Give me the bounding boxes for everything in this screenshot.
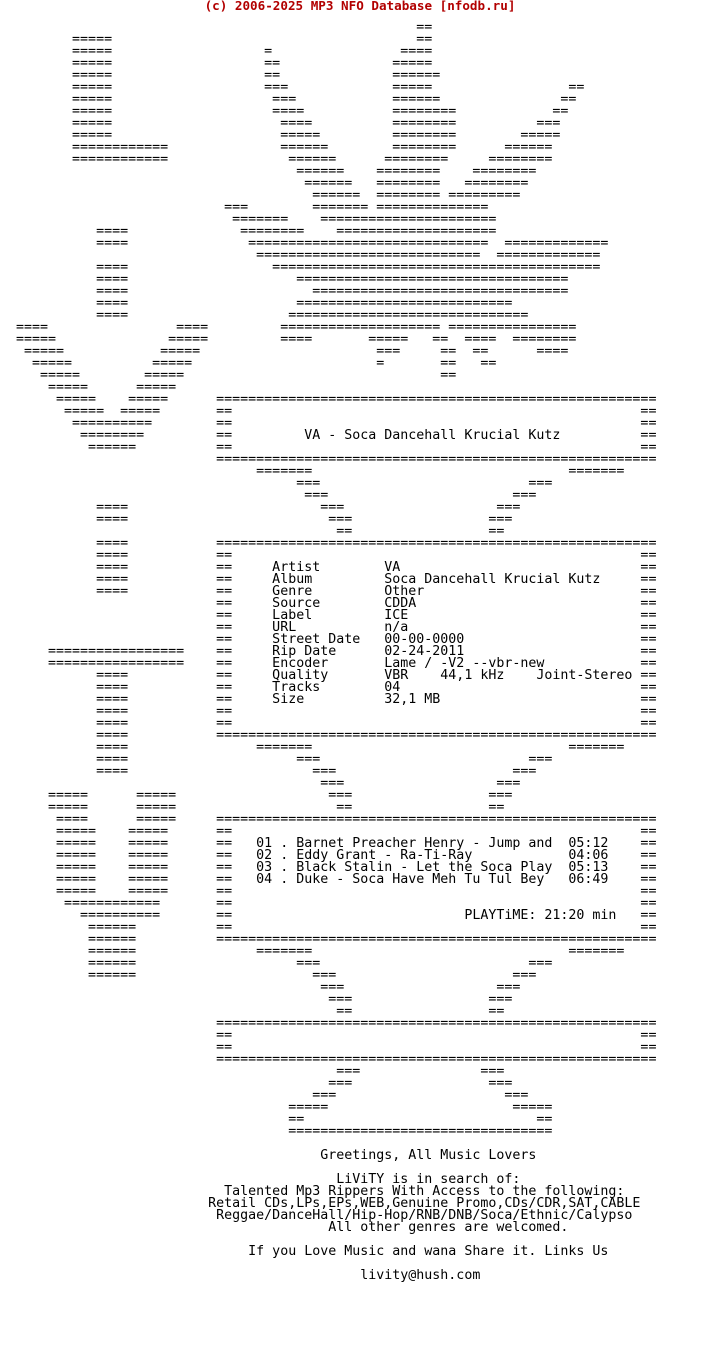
- nfo-line: == ==: [0, 1040, 657, 1055]
- nfo-line: ===== ===== == ==: [0, 824, 657, 839]
- nfo-line: === ===: [0, 980, 521, 995]
- nfo-line: Retail CDs,LPs,EPs,WEB,Genuine Promo,CDs/CDR,SAT,CABLE: [0, 1196, 641, 1211]
- nfo-line: ==== == Artist VA ==: [0, 560, 657, 575]
- nfo-line: ================= == Rip Date 02-24-2011 ==: [0, 644, 657, 659]
- nfo-database-header: (c) 2006-2025 MP3 NFO Database [nfodb.ru]: [204, 0, 516, 13]
- nfo-line: === ===: [0, 992, 513, 1007]
- nfo-line: ===== ===== == ==: [0, 404, 657, 419]
- nfo-line: ==== ==== ==================== ================: [0, 320, 577, 335]
- nfo-line: ===== = ====: [0, 44, 433, 59]
- nfo-line: ============ ====== ======== ======: [0, 140, 553, 155]
- nfo-line: ==== === ===: [0, 764, 537, 779]
- nfo-line: ==== ============================== =============: [0, 236, 609, 251]
- nfo-line: ===== == ======: [0, 68, 441, 83]
- nfo-line: ======= =======: [0, 464, 625, 479]
- nfo-line: ========== == ==: [0, 416, 657, 431]
- nfo-line: ====== ======== =========: [0, 188, 521, 203]
- nfo-line: ====== === ===: [0, 956, 553, 971]
- nfo-line: ==== == Album Soca Dancehall Krucial Kutz ==: [0, 572, 657, 587]
- nfo-line: == ==: [0, 1028, 657, 1043]
- nfo-line: ========== == PLAYTiME: 21:20 min ==: [0, 908, 657, 923]
- nfo-line: === ===: [0, 776, 521, 791]
- nfo-line: == URL n/a ==: [0, 620, 657, 635]
- nfo-line: ====== == ==: [0, 440, 657, 455]
- nfo-line: ===== =====: [0, 1100, 553, 1115]
- nfo-line: ====== == ==: [0, 920, 657, 935]
- nfo-line: ====== =======================================================: [0, 932, 657, 947]
- nfo-line: Talented Mp3 Rippers With Access to the following:: [0, 1184, 625, 1199]
- nfo-line: == ==: [0, 1004, 505, 1019]
- nfo-line: ===== ===== == ==: [0, 800, 505, 815]
- nfo-line: == ==: [0, 524, 505, 539]
- nfo-line: ===== === ====== ==: [0, 92, 577, 107]
- nfo-line: ===== === ===== ==: [0, 80, 585, 95]
- nfo-line: ==== ======= =======: [0, 740, 625, 755]
- nfo-line: ==== == Quality VBR 44,1 kHz Joint-Stereo ==: [0, 668, 657, 683]
- nfo-line: ==== ===========================: [0, 296, 513, 311]
- nfo-line: == Source CDDA ==: [0, 596, 657, 611]
- nfo-line: ====== ======= =======: [0, 944, 625, 959]
- nfo-line: ===== == =====: [0, 56, 433, 71]
- nfo-line: ===== ===== === == == ====: [0, 344, 569, 359]
- nfo-line: livity@hush.com: [0, 1268, 481, 1283]
- nfo-line: All other genres are welcomed.: [0, 1220, 569, 1235]
- nfo-line: Reggae/DanceHall/Hip-Hop/RNB/DNB/Soca/Ethnic/Calypso: [0, 1208, 633, 1223]
- nfo-line: ===== ==== ======== ===: [0, 116, 561, 131]
- nfo-line: Greetings, All Music Lovers: [0, 1148, 537, 1163]
- nfo-line: == ==: [0, 1112, 553, 1127]
- nfo-line: ===== ===== =======================================================: [0, 392, 657, 407]
- nfo-line: ==== ==================================: [0, 272, 569, 287]
- nfo-line: ===== ===== == 01 . Barnet Preacher Henry - Jump and 05:12 ==: [0, 836, 657, 851]
- nfo-line: If you Love Music and wana Share it. Links Us: [0, 1244, 609, 1259]
- nfo-line: ============================ =============: [0, 248, 601, 263]
- nfo-line: ====== ======== ========: [0, 176, 529, 191]
- nfo-line: ===== ===== ======== =====: [0, 128, 561, 143]
- nfo-line: ==== =========================================: [0, 260, 601, 275]
- nfo-line: ===== ===== = == ==: [0, 356, 497, 371]
- nfo-line: ===== ===== ==: [0, 368, 457, 383]
- nfo-line: ===== ===== == ==: [0, 884, 657, 899]
- nfo-line: == Label ICE ==: [0, 608, 657, 623]
- nfo-line: ==: [0, 20, 433, 35]
- nfo-line: ==== ======== ====================: [0, 224, 497, 239]
- nfo-line: ================= == Encoder Lame / -V2 --vbr-new ==: [0, 656, 657, 671]
- nfo-line: ===== ===== == 04 . Duke - Soca Have Meh Tu Tul Bey 06:49 ==: [0, 872, 657, 887]
- nfo-line: ==== == Tracks 04 ==: [0, 680, 657, 695]
- nfo-line: ===== ===== == 03 . Black Stalin - Let the Soca Play 05:13 ==: [0, 860, 657, 875]
- nfo-line: ==== ===== =======================================================: [0, 812, 657, 827]
- nfo-line: == Street Date 00-00-0000 ==: [0, 632, 657, 647]
- nfo-line: === ===: [0, 476, 553, 491]
- nfo-line: === ===: [0, 1064, 505, 1079]
- nfo-line: ============ == ==: [0, 896, 657, 911]
- nfo-line: === ===: [0, 488, 537, 503]
- nfo-ascii-art: [0, 22, 720, 1282]
- nfo-line: ==== == ==: [0, 548, 657, 563]
- nfo-line: ===== ==: [0, 32, 433, 47]
- nfo-line: === ===: [0, 1076, 513, 1091]
- nfo-line: ==== == ==: [0, 716, 657, 731]
- nfo-line: ===== ==== ======== ==: [0, 104, 569, 119]
- nfo-line: ==== === ===: [0, 512, 513, 527]
- nfo-line: ============ ====== ======== ========: [0, 152, 553, 167]
- nfo-line: ===== ===== ==== ===== == ==== ========: [0, 332, 577, 347]
- nfo-line: =================================: [0, 1124, 553, 1139]
- nfo-line: ===== =====: [0, 380, 177, 395]
- nfo-line: ===== ===== === ===: [0, 788, 513, 803]
- nfo-line: ====== === ===: [0, 968, 537, 983]
- nfo-line: LiViTY is in search of:: [0, 1172, 521, 1187]
- nfo-line: ===== ===== == 02 . Eddy Grant - Ra-Ti-Ray 04:06 ==: [0, 848, 657, 863]
- nfo-line: =======================================================: [0, 1052, 657, 1067]
- nfo-line: =======================================================: [0, 452, 657, 467]
- nfo-line: ==== == ==: [0, 704, 657, 719]
- nfo-line: ==== == Genre Other ==: [0, 584, 657, 599]
- nfo-line: ==== === ===: [0, 752, 553, 767]
- nfo-line: === ======= ==============: [0, 200, 489, 215]
- nfo-line: ====== ======== ========: [0, 164, 537, 179]
- nfo-line: =======================================================: [0, 1016, 657, 1031]
- nfo-line: ==== ================================: [0, 284, 569, 299]
- nfo-line: ==== =======================================================: [0, 728, 657, 743]
- nfo-line: ==== == Size 32,1 MB ==: [0, 692, 657, 707]
- nfo-line: ==== ==============================: [0, 308, 529, 323]
- nfo-line: ==== =======================================================: [0, 536, 657, 551]
- nfo-line: ======= ======================: [0, 212, 497, 227]
- nfo-line: ==== === ===: [0, 500, 521, 515]
- nfo-line: ======== == VA - Soca Dancehall Krucial Kutz ==: [0, 428, 657, 443]
- nfo-line: === ===: [0, 1088, 529, 1103]
